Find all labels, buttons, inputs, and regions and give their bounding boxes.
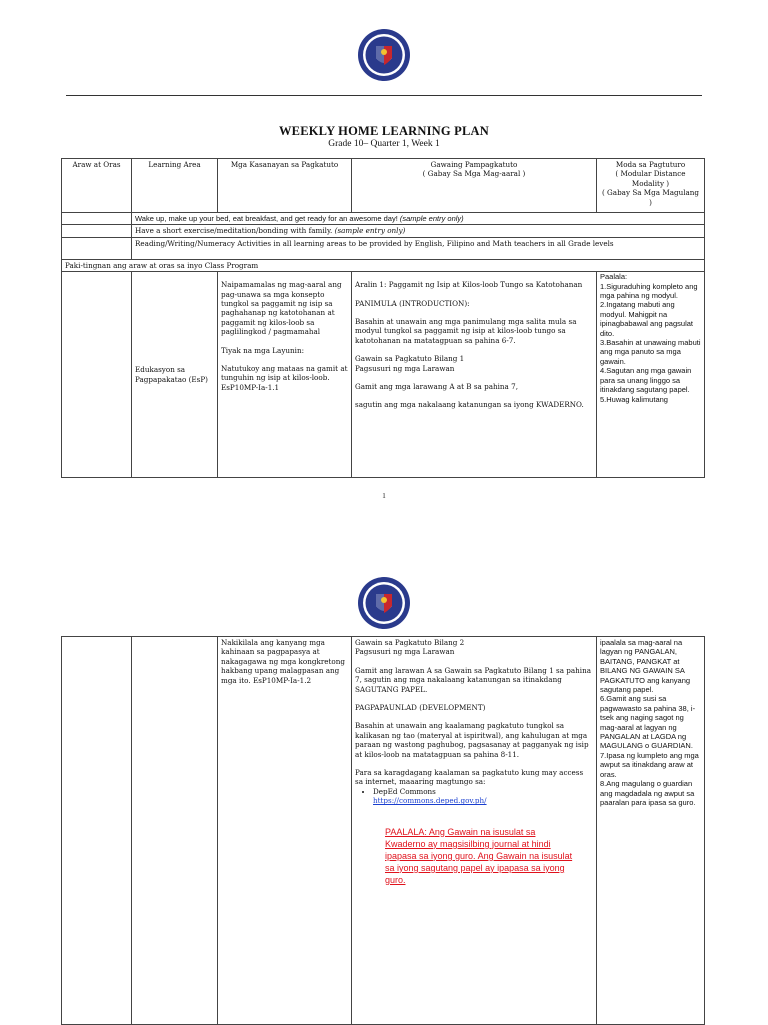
gawain1-text-1: Gamit ang mga larawang A at B sa pahina 7,: [355, 382, 518, 392]
learning-area-cell: [132, 637, 218, 1025]
competency-cell-2: [218, 637, 352, 1025]
learning-area-esp: Edukasyon sa Pagpapakatao (EsP): [132, 272, 218, 478]
resource-list: [355, 787, 593, 806]
gawain1-title: Gawain sa Pagkatuto Bilang 1: [355, 354, 465, 364]
day-time-cell: [62, 637, 132, 1025]
plan-table-continued: [61, 636, 705, 1025]
lesson-title: Aralin 1: Paggamit ng Isip at Kilos-loob Tungo sa Katotohanan: [355, 280, 583, 290]
header-rule: [66, 95, 702, 96]
pagpapaunlad-heading: PAGPAPAUNLAD (DEVELOPMENT): [355, 703, 486, 713]
paalala-warning: PAALALA: Ang Gawain na isusulat sa Kwaderno ay magsisilbing journal at hindi ipapasa sa iyong guro. Ang Gawain na isusulat sa iyong sagutang papel ay ipapasa sa iyong guro.: [385, 826, 573, 885]
competency-text: Naipamamalas ng mag-aaral ang pag-unawa sa mga konsepto tungkol sa paggamit ng isip sa paghahanap ng katotohanan at paggamit ng kilos-loob sa paglilingkod / pagmamahal: [221, 280, 342, 337]
competency-2: Nakikilala ang kanyang mga kahinaan sa pagpapasya at nakagagawa ng mga kongkretong hakbang upang malagpasan ang mga ito. EsP10MP-Ia-1.2: [221, 638, 345, 685]
modality-cell: Paalala: 1.Siguraduhing kompleto ang mga pahina ng modyul. 2.Ingatang mabuti ang modyul. Mahigpit na ipinagbabawal ang pagsulat dito. 3.Basahin at unawaing mabuti ang mga panuto sa mga gawain. 4.Sagutan ang mga gawain para sa unang linggo sa itinakdang sagutang papel. 5.Huwag kalimutang: [597, 272, 705, 478]
objectives-label: Tiyak na mga Layunin:: [221, 345, 304, 355]
routine-row-1: Wake up, make up your bed, eat breakfast, and get ready for an awesome day! (sample entry only): [132, 213, 705, 225]
deped-commons-link[interactable]: https://commons.deped.gov.ph/: [373, 796, 487, 806]
routine-time-cell: [62, 213, 132, 225]
routine-row-2: Have a short exercise/meditation/bonding with family. (sample entry only): [132, 225, 705, 237]
gawain2-subtitle: Pagsusuri ng mga Larawan: [355, 647, 455, 657]
page-number: 1: [382, 492, 386, 500]
deped-seal: [357, 576, 411, 630]
routine-time-cell: [62, 225, 132, 237]
gawain2-text: Gamit ang larawan A sa Gawain sa Pagkatuto Bilang 1 sa pahina 7, sagutin ang mga nakalaang katanungan sa itinakdang SAGUTANG PAPEL.: [355, 665, 592, 694]
gawain2-title: Gawain sa Pagkatuto Bilang 2: [355, 638, 465, 647]
deped-seal: [357, 28, 411, 82]
gawain1-text-2: sagutin ang mga nakalaang katanungan sa iyong KWADERNO.: [355, 400, 584, 410]
routine-time-cell: [62, 237, 132, 259]
page-subtitle: Grade 10– Quarter 1, Week 1: [328, 139, 440, 149]
activities-cell-2: [352, 637, 597, 1025]
routine-row-3: Reading/Writing/Numeracy Activities in all learning areas to be provided by English, Filipino and Math teachers in all Grade levels: [132, 237, 705, 259]
header-gawaing-pampagkatuto: Gawaing Pampagkatuto ( Gabay Sa Mga Mag-aaral ): [352, 159, 597, 213]
header-kasanayan: Mga Kasanayan sa Pagkatuto: [218, 159, 352, 213]
objective-1: Natutukoy ang mataas na gamit at tunguhin ng isip at kilos-loob. EsP10MP-Ia-1.1: [221, 364, 348, 392]
header-moda: Moda sa Pagtuturo ( Modular Distance Modality ) ( Gabay Sa Mga Magulang ): [597, 159, 705, 213]
competency-cell: [218, 272, 352, 478]
pagpapaunlad-text: Basahin at unawain ang kaalamang pagkatuto tungkol sa kalikasan ng tao (materyal at ispiritwal), ang kahulugan at mga paraan ng wastong paghubog, pagsasanay at pagganyak ng isip at kilos-loob na matatagpuan sa pahina 8-11.: [355, 721, 589, 759]
page-title: WEEKLY HOME LEARNING PLAN: [278, 124, 489, 138]
panimula-text: Basahin at unawain ang mga panimulang mga salita mula sa modyul tungkol sa paggamit ng isip at kilos-loob tungo sa katotohanan na matatagpuan sa pahina 6-7.: [355, 317, 577, 345]
modality-cell-2: ipaalala sa mag-aaral na lagyan ng PANGALAN, BAITANG, PANGKAT at BILANG NG GAWAIN SA PAGKATUTO ang kanyang sagutang papel. 6.Gamit ang susi sa pagwawasto sa pahina 38, i-tsek ang naging sagot ng mag-aaral at lagyan ng PANGALAN at LAGDA ng MAGULANG o GUARDIAN. 7.Ipasa ng kumpleto ang mga awput sa itinakdang araw at oras. 8.Ang magulang o guardian ang magdadala ng awput sa paaralan para ipasa sa guro.: [597, 637, 705, 1025]
resource-item: [373, 787, 593, 806]
gawain1-subtitle: Pagsusuri ng mga Larawan: [355, 363, 455, 373]
activities-cell: [352, 272, 597, 478]
commons-label: DepEd Commons: [373, 786, 436, 796]
class-program-note: Paki-tingnan ang araw at oras sa inyo Class Program: [62, 259, 705, 271]
panimula-heading: PANIMULA (INTRODUCTION):: [355, 298, 470, 308]
plan-table: [61, 158, 705, 478]
internet-text: Para sa karagdagang kaalaman sa pagkatuto kung may access sa internet, maaaring magtungo sa:: [355, 768, 584, 787]
header-araw-at-oras: Araw at Oras: [62, 159, 132, 213]
header-learning-area: Learning Area: [132, 159, 218, 213]
day-time-cell: [62, 272, 132, 478]
